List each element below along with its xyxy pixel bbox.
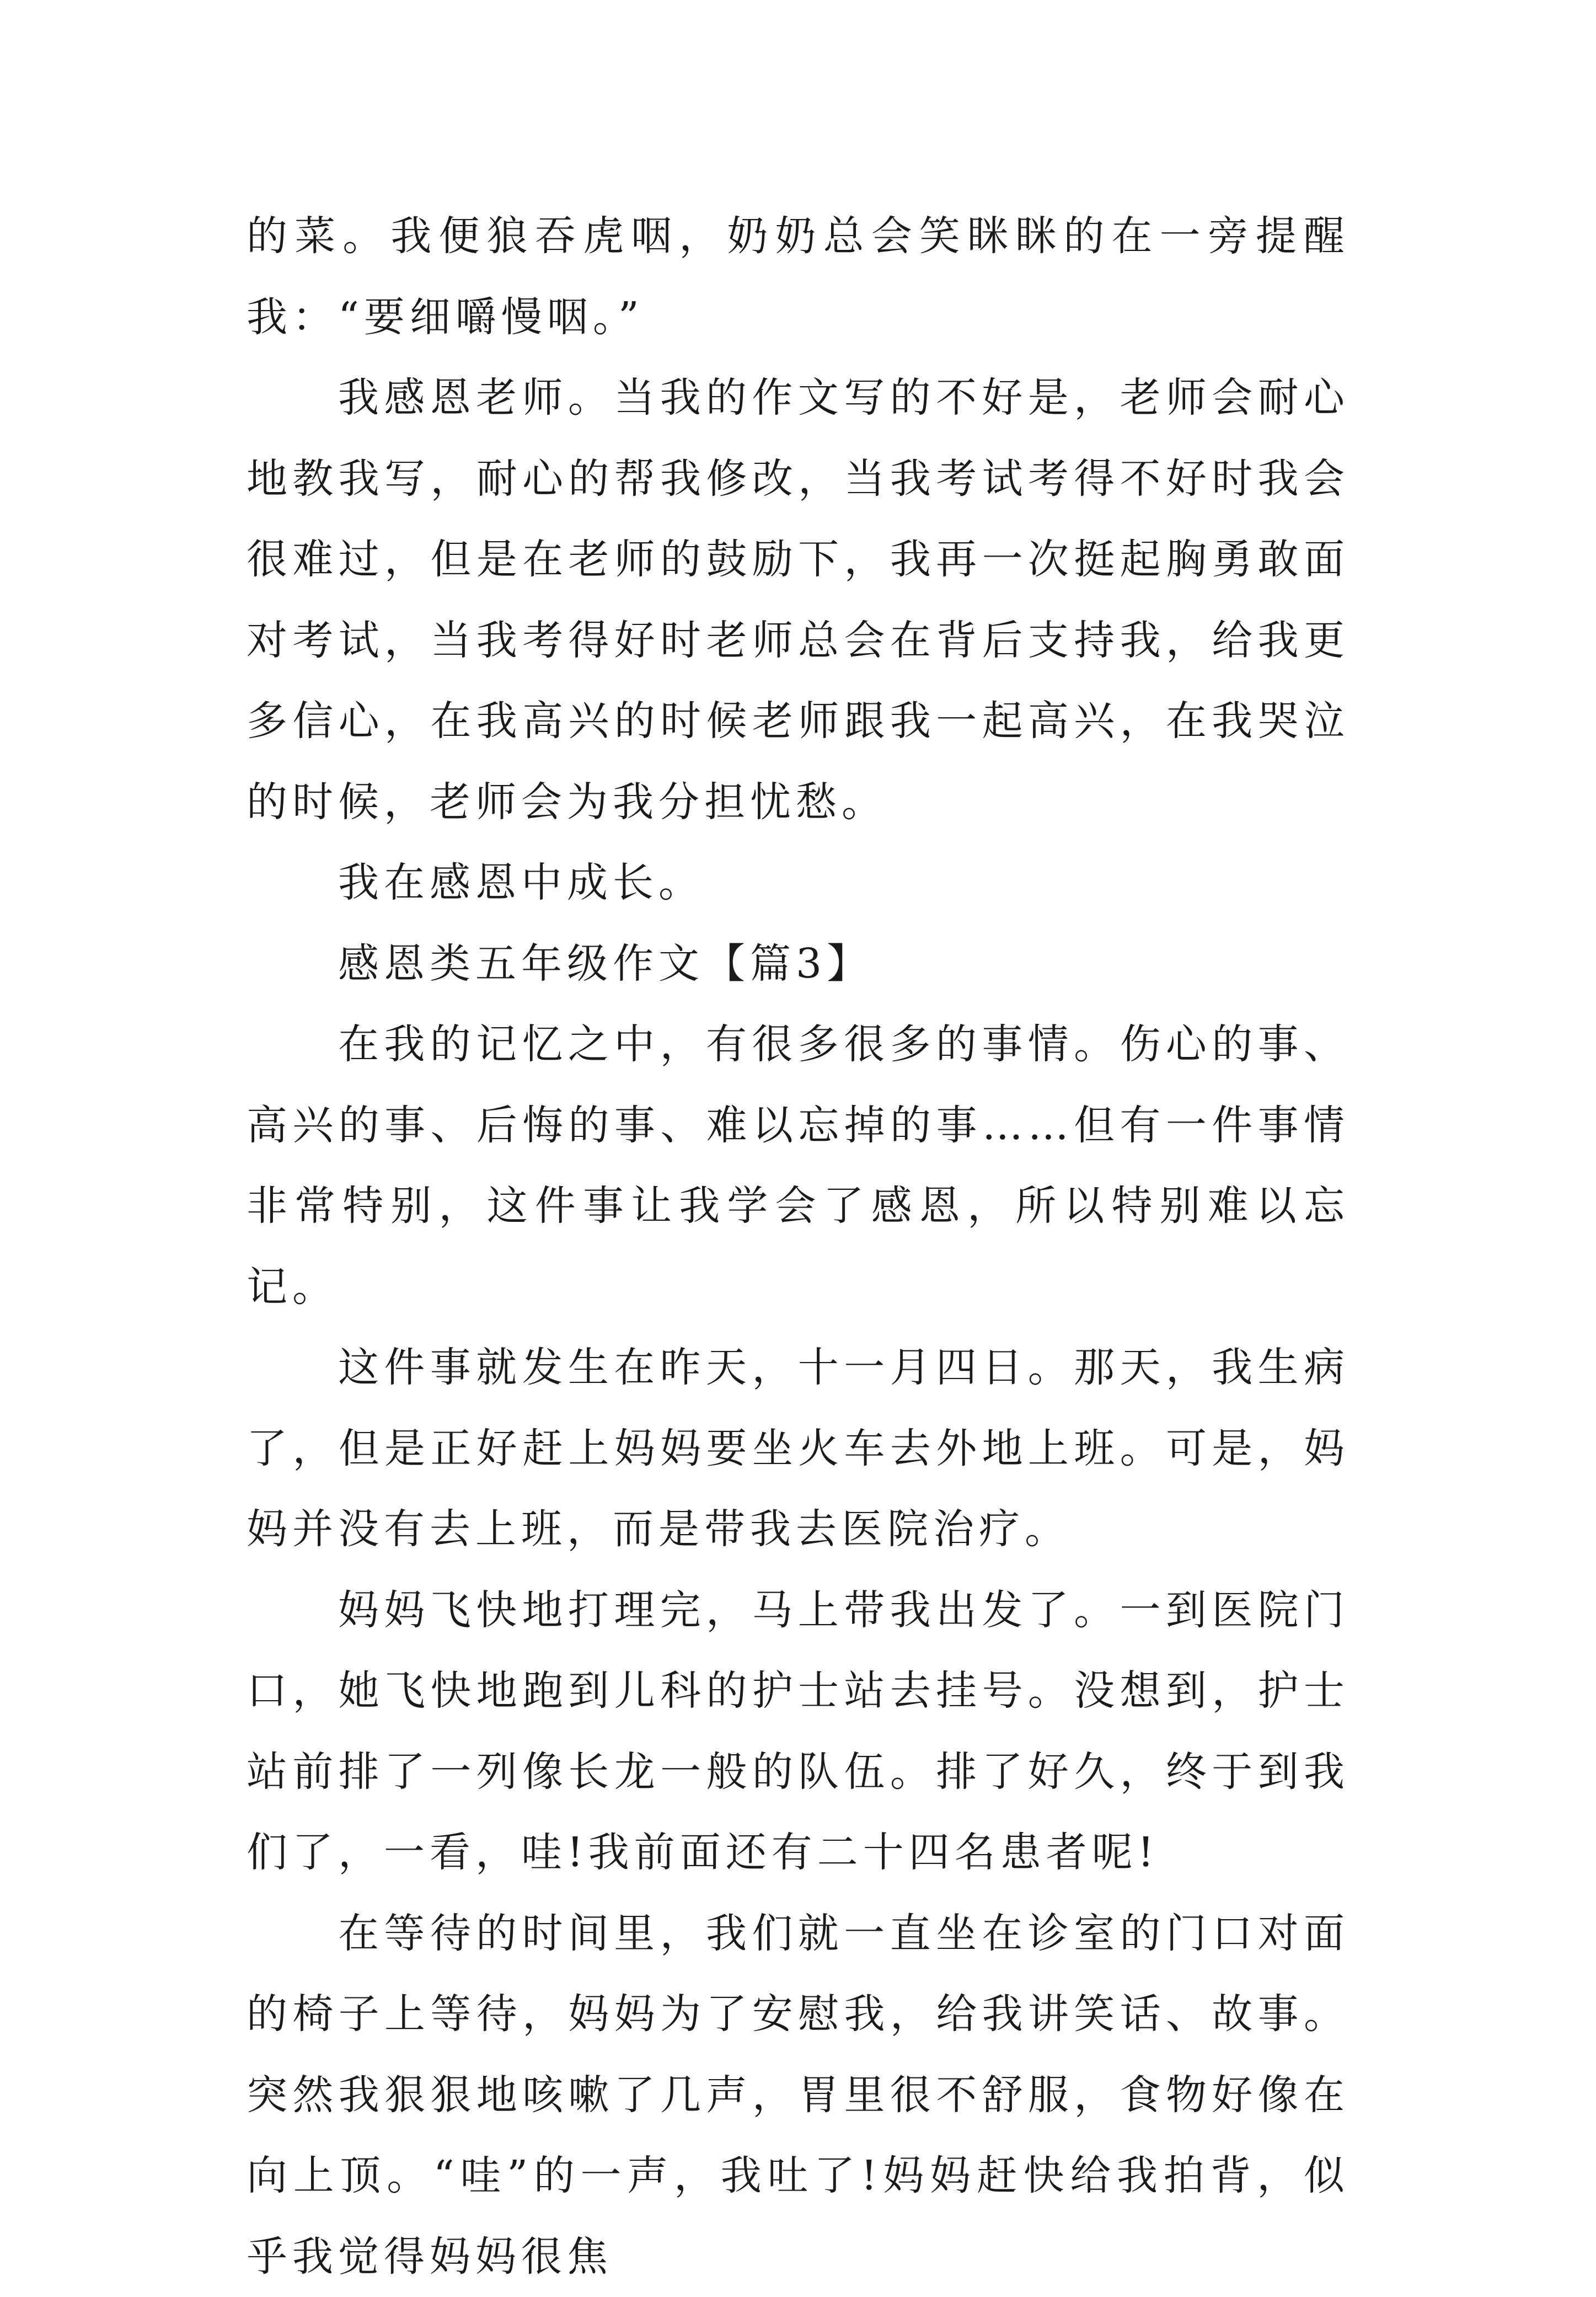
paragraph: 在等待的时间里，我们就一直坐在诊室的门口对面的椅子上等待，妈妈为了安慰我，给我讲笑话、故事。突然我狠狠地咳嗽了几声，胃里很不舒服，食物好像在向上顶。“哇”的一声，我吐了!妈妈赶快给我拍背，似乎我觉得妈妈很焦: [247, 1893, 1349, 2297]
section-heading: 感恩类五年级作文【篇3】: [247, 923, 1349, 1005]
paragraph: 我感恩老师。当我的作文写的不好是，老师会耐心地教我写，耐心的帮我修改，当我考试考得不好时我会很难过，但是在老师的鼓励下，我再一次挺起胸勇敢面对考试，当我考得好时老师总会在背后支持我，给我更多信心，在我高兴的时候老师跟我一起高兴，在我哭泣的时候，老师会为我分担忧愁。: [247, 357, 1349, 842]
paragraph: 这件事就发生在昨天，十一月四日。那天，我生病了，但是正好赶上妈妈要坐火车去外地上班。可是，妈妈并没有去上班，而是带我去医院治疗。: [247, 1327, 1349, 1570]
paragraph: 我在感恩中成长。: [247, 842, 1349, 923]
paragraph: 妈妈飞快地打理完，马上带我出发了。一到医院门口，她飞快地跑到儿科的护士站去挂号。没想到，护士站前排了一列像长龙一般的队伍。排了好久，终于到我们了，一看，哇!我前面还有二十四名患者呢!: [247, 1570, 1349, 1893]
paragraph: 的菜。我便狼吞虎咽，奶奶总会笑眯眯的在一旁提醒我：“要细嚼慢咽。”: [247, 196, 1349, 357]
paragraph: 在我的记忆之中，有很多很多的事情。伤心的事、高兴的事、后悔的事、难以忘掉的事……但有一件事情非常特别，这件事让我学会了感恩，所以特别难以忘记。: [247, 1004, 1349, 1327]
document-body: [247, 196, 1349, 2297]
